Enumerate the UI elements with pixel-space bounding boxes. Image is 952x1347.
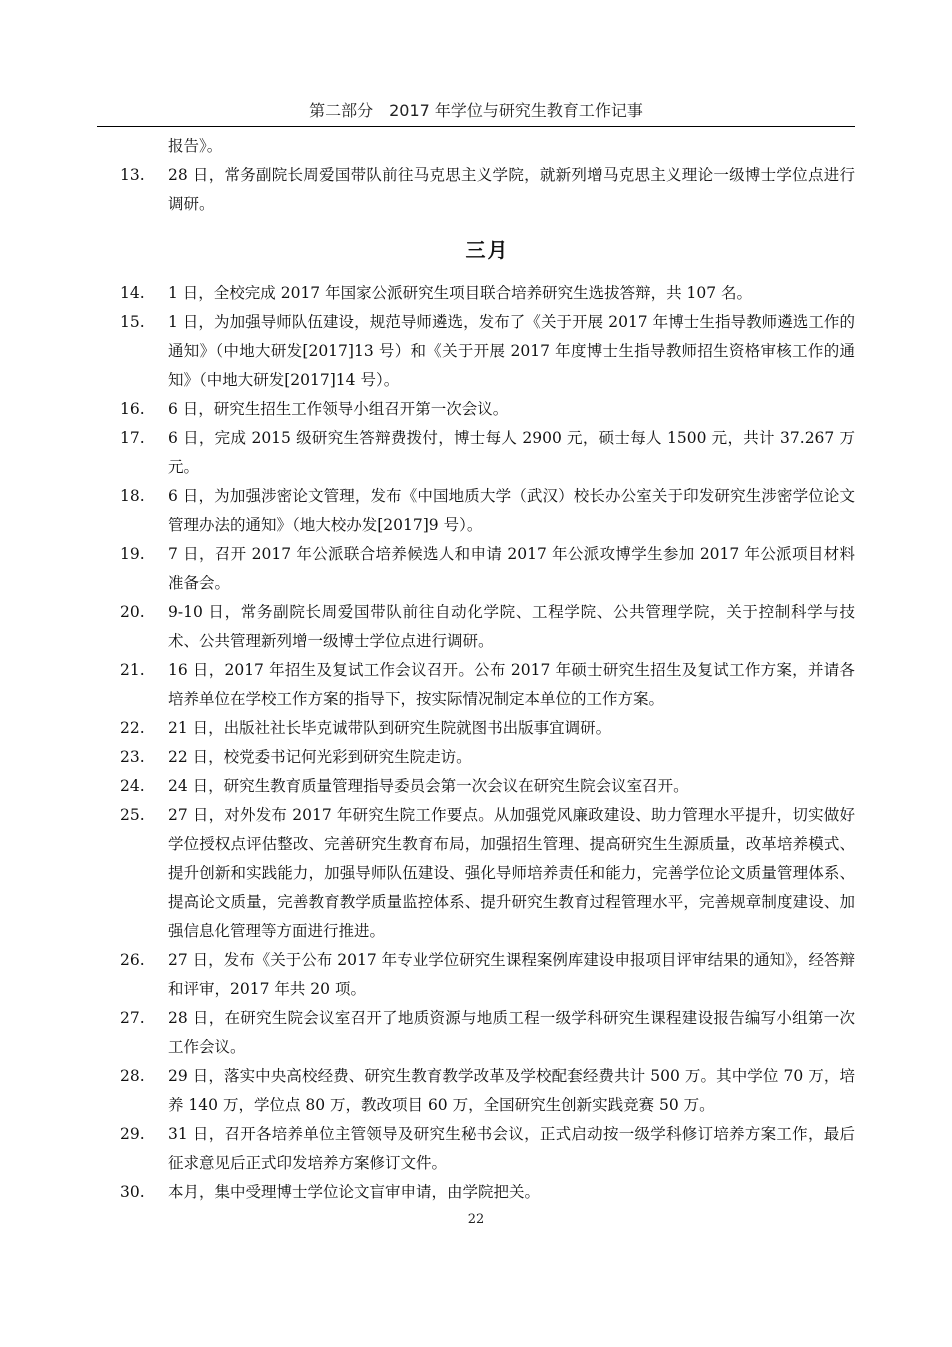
page-number: 22 [467,1212,485,1227]
list-item [120,540,855,598]
item-number: 21. [120,661,145,679]
item-text: 9-10 日，常务副院长周爱国带队前往自动化学院、工程学院、公共管理学院，关于控制科学与技术、公共管理新列增一级博士学位点进行调研。 [168,603,855,650]
list-item [120,279,855,308]
item-text: 6 日，为加强涉密论文管理，发布《中国地质大学（武汉）校长办公室关于印发研究生涉密学位论文管理办法的通知》（地大校办发[2017]9 号）。 [168,487,855,534]
list-item [120,308,855,395]
running-header: 第二部分 2017 年学位与研究生教育工作记事 [309,101,643,120]
item-number: 24. [120,777,145,795]
item-text: 本月，集中受理博士学位论文盲审申请，由学院把关。 [168,1183,541,1201]
item-number: 28. [120,1067,145,1085]
list-item [120,1062,855,1120]
item-text: 1 日，为加强导师队伍建设，规范导师遴选，发布了《关于开展 2017 年博士生指导教师遴选工作的通知》（中地大研发[2017]13 号）和《关于开展 2017 年度博士生指导教师招生资格审核工作的通知》（中地大研发[2017]14 号）。 [168,313,855,389]
item-number: 27. [120,1009,145,1027]
item-number: 25. [120,806,145,824]
list-item [120,801,855,946]
section-title: 三月 [465,238,510,262]
event-list-march [120,279,855,1207]
item-number: 30. [120,1183,145,1201]
list-item [120,598,855,656]
item-number: 22. [120,719,145,737]
list-item [120,395,855,424]
item-text: 22 日，校党委书记何光彩到研究生院走访。 [168,748,472,766]
list-item [120,1004,855,1062]
list-item [120,743,855,772]
item-text: 29 日，落实中央高校经费、研究生教育教学改革及学校配套经费共计 500 万。其中学位 70 万，培养 140 万，学位点 80 万，教改项目 60 万，全国研究生创新实践竞赛 50 万。 [168,1067,855,1114]
page-content [120,132,855,1207]
item-text: 24 日，研究生教育质量管理指导委员会第一次会议在研究生院会议室召开。 [168,777,689,795]
list-item [120,161,855,219]
list-item [120,946,855,1004]
item-text: 28 日，常务副院长周爱国带队前往马克思主义学院，就新列增马克思主义理论一级博士学位点进行调研。 [168,166,855,213]
item-number: 23. [120,748,145,766]
item-number: 18. [120,487,145,505]
item-number: 19. [120,545,145,563]
item-number: 20. [120,603,145,621]
continuation-text: 报告》。 [168,137,223,155]
list-item [120,482,855,540]
list-item [120,656,855,714]
item-text: 27 日，发布《关于公布 2017 年专业学位研究生课程案例库建设申报项目评审结果的通知》，经答辩和评审，2017 年共 20 项。 [168,951,855,998]
item-text: 31 日，召开各培养单位主管领导及研究生秘书会议，正式启动按一级学科修订培养方案工作，最后征求意见后正式印发培养方案修订文件。 [168,1125,855,1172]
list-item [120,772,855,801]
item-text: 6 日，完成 2015 级研究生答辩费拨付，博士每人 2900 元，硕士每人 1500 元，共计 37.267 万元。 [168,429,855,476]
item-text: 1 日，全校完成 2017 年国家公派研究生项目联合培养研究生选拔答辩，共 107 名。 [168,284,753,302]
item-number: 15. [120,313,145,331]
item-text: 27 日，对外发布 2017 年研究生院工作要点。从加强党风廉政建设、助力管理水平提升，切实做好学位授权点评估整改、完善研究生教育布局，加强招生管理、提高研究生生源质量，改革培养模式、提升创新和实践能力，加强导师队伍建设、强化导师培养责任和能力，完善学位论文质量管理体系、提高论文质量，完善教育教学质量监控体系、提升研究生教育过程管理水平，完善规章制度建设、加强信息化管理等方面进行推进。 [168,806,855,940]
item-number: 14. [120,284,145,302]
list-item [120,714,855,743]
list-item [120,1178,855,1207]
list-item [120,1120,855,1178]
list-item [120,424,855,482]
item-number: 26. [120,951,145,969]
item-number: 17. [120,429,145,447]
item-text: 21 日，出版社社长毕克诚带队到研究生院就图书出版事宜调研。 [168,719,612,737]
item-number: 16. [120,400,145,418]
header-rule [97,126,855,127]
item-number: 13. [120,166,145,184]
event-list-february [120,161,855,219]
item-text: 28 日，在研究生院会议室召开了地质资源与地质工程一级学科研究生课程建设报告编写小组第一次工作会议。 [168,1009,855,1056]
item-text: 6 日，研究生招生工作领导小组召开第一次会议。 [168,400,509,418]
item-text: 16 日，2017 年招生及复试工作会议召开。公布 2017 年硕士研究生招生及复试工作方案，并请各培养单位在学校工作方案的指导下，按实际情况制定本单位的工作方案。 [168,661,855,708]
item-text: 7 日，召开 2017 年公派联合培养候选人和申请 2017 年公派攻博学生参加 2017 年公派项目材料准备会。 [168,545,855,592]
item-number: 29. [120,1125,145,1143]
